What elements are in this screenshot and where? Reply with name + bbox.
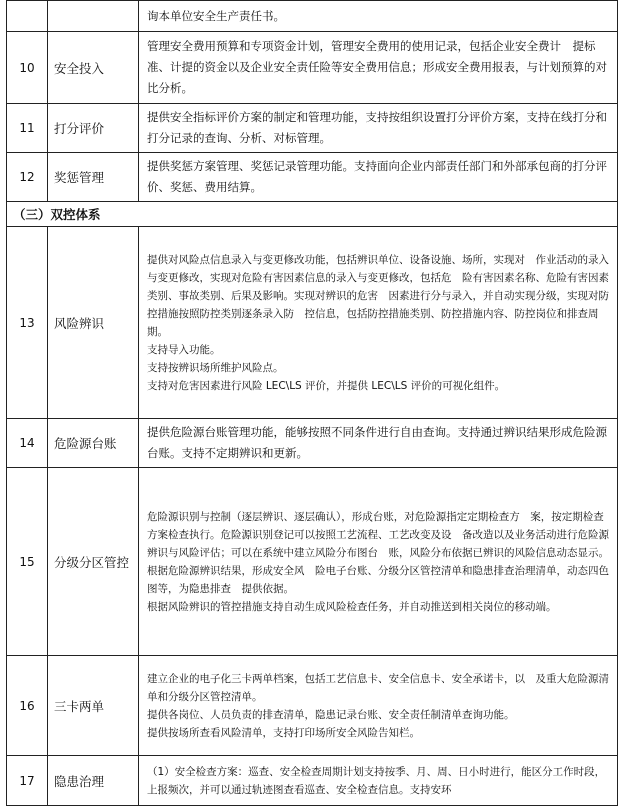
description-paragraph: 询本单位安全生产责任书。	[147, 8, 285, 23]
description-paragraph: 支持对危害因素进行风险 LEC\LS 评价，并提供 LEC\LS 评价的可视化组件。	[147, 379, 506, 392]
row-number: 11	[7, 104, 48, 153]
table-row	[7, 153, 618, 202]
table-row	[7, 656, 618, 756]
row-number: 13	[7, 227, 48, 419]
description-paragraph: 危险源识别与控制（逐层辨识、逐层确认），形成台账，对危险源指定定期检查方 案，按定期检查方案检查执行。危险源识别登记可以按照工艺流程、工艺改变及设 备改造以及业务活动进行危险源辨识与风险评估；可以在系统中建立风险分布图台 账，风险分布依据已辨识的风险信息动态显示。根据危险源辨识结果，形成安全风 险电子台账、分级分区管控清单和隐患排查治理清单，动态四色图等，为隐患排查 提供依据。	[147, 510, 609, 595]
description-paragraph: 提供各岗位、人员负责的排查清单，隐患记录台账、安全责任制清单查询功能。	[147, 708, 515, 721]
row-number: 14	[7, 419, 48, 468]
description-paragraph: 提供按场所查看风险清单，支持打印场所安全风险告知栏。	[147, 726, 420, 739]
spec-table	[6, 0, 618, 806]
table-row	[7, 419, 618, 468]
description-paragraph: 提供安全指标评价方案的制定和管理功能，支持按组织设置打分评价方案，支持在线打分和打分记录的查询、分析、对标管理。	[147, 110, 607, 145]
table-row	[7, 227, 618, 419]
row-description	[139, 419, 618, 468]
description-paragraph: 提供危险源台账管理功能，能够按照不同条件进行自由查询。支持通过辨识结果形成危险源台账。支持不定期辨识和更新。	[147, 425, 607, 460]
section-row	[7, 202, 618, 227]
table-row	[7, 104, 618, 153]
row-name: 隐患治理	[48, 756, 139, 806]
row-number-cell	[7, 1, 48, 32]
description-paragraph: 建立企业的电子化三卡两单档案，包括工艺信息卡、安全信息卡、安全承诺卡，以 及重大危险源清单和分级分区管控清单。	[147, 672, 609, 703]
row-name-cell	[48, 1, 139, 32]
section-heading: （三）双控体系	[7, 202, 618, 227]
row-name: 安全投入	[48, 32, 139, 104]
table-row	[7, 468, 618, 656]
row-description	[139, 756, 618, 806]
row-description	[139, 227, 618, 419]
row-number: 16	[7, 656, 48, 756]
description-paragraph: 支持按辨识场所维护风险点。	[147, 361, 284, 374]
row-name: 风险辨识	[48, 227, 139, 419]
row-name: 打分评价	[48, 104, 139, 153]
table-row	[7, 756, 618, 806]
row-description	[139, 153, 618, 202]
row-description	[139, 468, 618, 656]
description-paragraph: 根据风险辨识的管控措施支持自动生成风险检查任务，并自动推送到相关岗位的移动端。	[147, 600, 557, 613]
row-name: 分级分区管控	[48, 468, 139, 656]
row-name: 危险源台账	[48, 419, 139, 468]
description-paragraph: 管理安全费用预算和专项资金计划，管理安全费用的使用记录，包括企业安全费计 提标准、计提的资金以及企业安全责任险等安全费用信息；形成安全费用报表，与计划预算的对比分析。	[147, 39, 607, 95]
row-number: 17	[7, 756, 48, 806]
row-number: 15	[7, 468, 48, 656]
row-number: 12	[7, 153, 48, 202]
row-name: 奖惩管理	[48, 153, 139, 202]
description-paragraph: 提供对风险点信息录入与变更修改功能，包括辨识单位、设备设施、场所，实现对 作业活动的录入与变更修改，实现对危险有害因素信息的录入与变更修改，包括危 险有害因素名称、危险有害因素类别、事故类别、后果及影响。实现对辨识的危害 因素进行分与录入，并自动实现分级，实现对防控措施按照防控类别逐条录入防 控信息，包括防控措施类别、防控措施内容、防控岗位和排查周期。	[147, 253, 609, 338]
row-number: 10	[7, 32, 48, 104]
row-name: 三卡两单	[48, 656, 139, 756]
description-paragraph: （1）安全检查方案：巡查、安全检查周期计划支持按季、月、周、日小时进行，能区分工作时段，上报频次，并可以通过轨迹图查看巡查、安全检查信息。支持安环	[147, 765, 606, 796]
row-description-cell	[139, 1, 618, 32]
description-paragraph: 支持导入功能。	[147, 343, 221, 356]
table-row	[7, 32, 618, 104]
row-description	[139, 656, 618, 756]
table-row-continued	[7, 1, 618, 32]
row-description	[139, 32, 618, 104]
description-paragraph: 提供奖惩方案管理、奖惩记录管理功能。支持面向企业内部责任部门和外部承包商的打分评价、奖惩、费用结算。	[147, 159, 607, 194]
row-description	[139, 104, 618, 153]
